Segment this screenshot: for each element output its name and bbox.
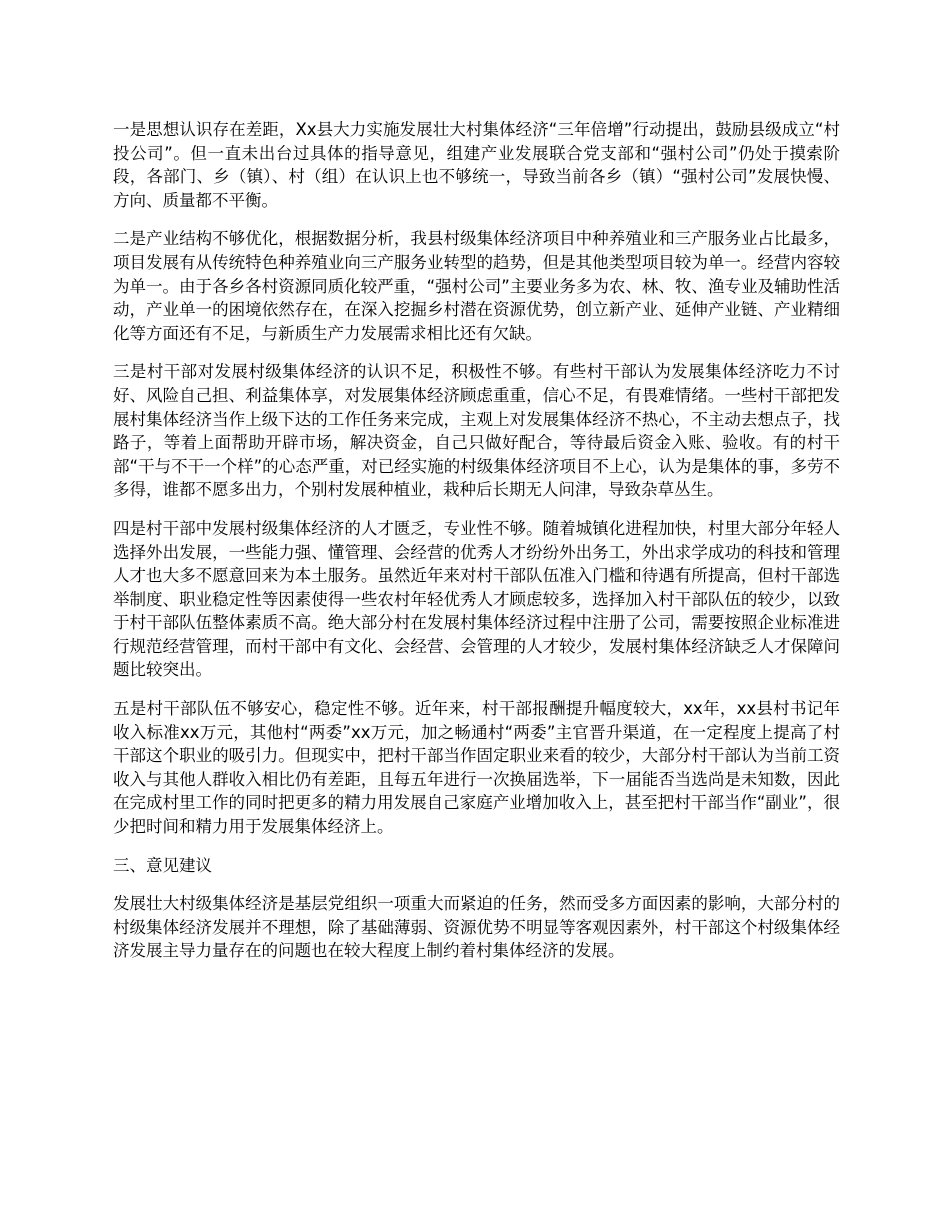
section-heading: 三、意见建议 [113, 855, 212, 875]
paragraph-4-talent-shortage: 四是村干部中发展村级集体经济的人才匮乏，专业性不够。随着城镇化进程加快，村里大部分年轻人选择外出发展，一些能力强、懂管理、会经营的优秀人才纷纷外出务工，外出求学成功的科技和管理人才也大多不愿意回来为本土服务。虽然近年来对村干部队伍准入门槛和待遇有所提高，但村干部选举制度、职业稳定性等因素使得一些农村年轻优秀人才顾虑较多，选择加入村干部队伍的较少，以致于村干部队伍整体素质不高。绝大部分村在发展村集体经济过程中注册了公司，需要按照企业标准进行规范经营管理，而村干部中有文化、会经营、会管理的人才较少，发展村集体经济缺乏人才保障问题比较突出。 [113, 518, 840, 680]
closing-paragraph: 发展壮大村级集体经济是基层党组织一项重大而紧迫的任务，然而受多方面因素的影响，大部分村的村级集体经济发展并不理想，除了基础薄弱、资源优势不明显等客观因素外，村干部这个村级集体经济发展主导力量存在的问题也在较大程度上制约着村集体经济的发展。 [113, 894, 840, 961]
paragraph-2-industry-structure: 二是产业结构不够优化，根据数据分析，我县村级集体经济项目中种养殖业和三产服务业占比最多，项目发展有从传统特色种养殖业向三产服务业转型的趋势，但是其他类型项目较为单一。经营内容较为单一。由于各乡各村资源同质化较严重，“强村公司”主要业务多为农、林、牧、渔专业及辅助性活动，产业单一的困境依然存在，在深入挖掘乡村潜在资源优势，创立新产业、延伸产业链、产业精细化等方面还有不足，与新质生产力发展需求相比还有欠缺。 [113, 229, 840, 343]
paragraph-5-team-stability: 五是村干部队伍不够安心，稳定性不够。近年来，村干部报酬提升幅度较大，xx年，xx县村书记年收入标准xx万元，其他村“两委”xx万元，加之畅通村“两委”主官晋升渠道，在一定程度上提高了村干部这个职业的吸引力。但现实中，把村干部当作固定职业来看的较少，大部分村干部认为当前工资收入与其他人群收入相比仍有差距，且每五年进行一次换届选举，下一届能否当选尚是未知数，因此在完成村里工作的同时把更多的精力用发展自己家庭产业增加收入上，甚至把村干部当作“副业”，很少把时间和精力用于发展集体经济上。 [113, 699, 840, 837]
document-body [113, 118, 840, 978]
paragraph-3-cadre-awareness: 三是村干部对发展村级集体经济的认识不足，积极性不够。有些村干部认为发展集体经济吃力不讨好、风险自己担、利益集体享，对发展集体经济顾虑重重，信心不足，有畏难情绪。一些村干部把发展村集体经济当作上级下达的工作任务来完成，主观上对发展集体经济不热心，不主动去想点子，找路子，等着上面帮助开辟市场，解决资金，自己只做好配合，等待最后资金入账、验收。有的村干部“干与不干一个样”的心态严重，对已经实施的村级集体经济项目不上心，认为是集体的事，多劳不多得，谁都不愿多出力，个别村发展种植业，栽种后长期无人问津，导致杂草丛生。 [113, 362, 840, 500]
paragraph-1-awareness-gap: 一是思想认识存在差距，Xx县大力实施发展壮大村集体经济“三年倍增”行动提出，鼓励县级成立“村投公司”。但一直未出台过具体的指导意见，组建产业发展联合党支部和“强村公司”仍处于摸索阶段，各部门、乡（镇）、村（组）在认识上也不够统一，导致当前各乡（镇）“强村公司”发展快慢、方向、质量都不平衡。 [113, 120, 840, 210]
